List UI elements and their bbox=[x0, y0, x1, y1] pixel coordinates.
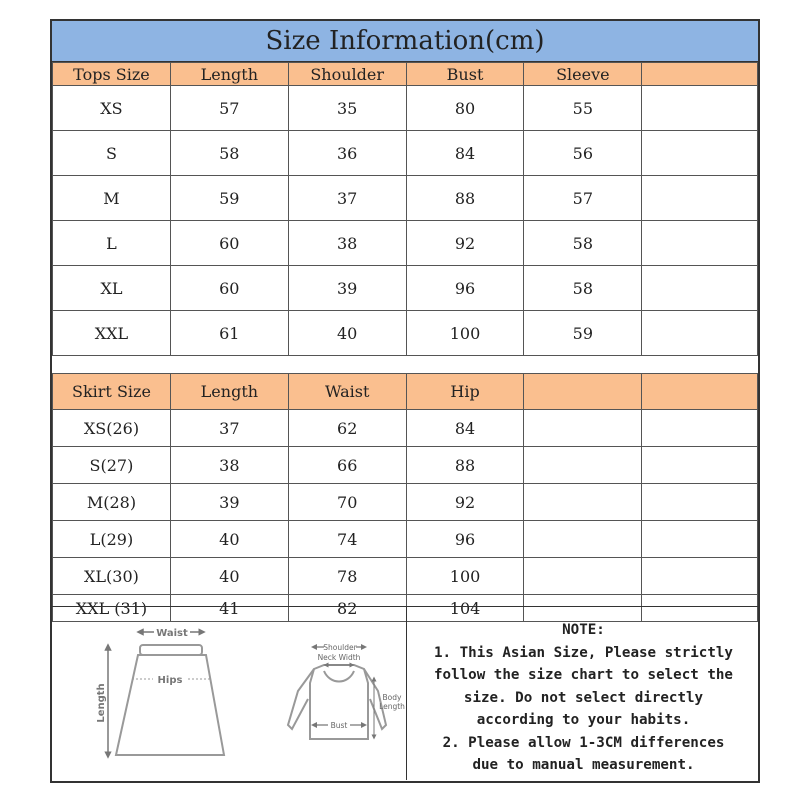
skirt-size-table bbox=[52, 373, 758, 622]
body-length-label: Length bbox=[379, 702, 405, 711]
table-cell: 39 bbox=[288, 266, 406, 311]
note-line: follow the size chart to select the bbox=[434, 667, 733, 683]
table-cell: XL(30) bbox=[53, 558, 171, 595]
skirt-icon bbox=[116, 645, 224, 755]
table-cell: 37 bbox=[170, 410, 288, 447]
table-cell: 66 bbox=[288, 447, 406, 484]
table-cell: 40 bbox=[288, 311, 406, 356]
table-cell bbox=[642, 521, 758, 558]
measurement-illustration bbox=[52, 607, 407, 780]
table-cell: XS(26) bbox=[53, 410, 171, 447]
table-cell: 96 bbox=[406, 521, 524, 558]
table-cell bbox=[524, 521, 642, 558]
shoulder-label: Shoulder bbox=[323, 643, 357, 652]
table-cell: 58 bbox=[524, 266, 642, 311]
skirt-header-cell: Hip bbox=[406, 374, 524, 410]
table-cell: 59 bbox=[170, 176, 288, 221]
table-cell: 57 bbox=[170, 86, 288, 131]
note-line: according to your habits. bbox=[476, 712, 691, 728]
table-cell: 70 bbox=[288, 484, 406, 521]
table-cell bbox=[642, 86, 758, 131]
table-cell bbox=[524, 410, 642, 447]
tops-header-cell: Shoulder bbox=[288, 63, 406, 86]
table-cell: 58 bbox=[170, 131, 288, 176]
skirt-header-cell: Length bbox=[170, 374, 288, 410]
table-cell: 60 bbox=[170, 266, 288, 311]
table-cell: 39 bbox=[170, 484, 288, 521]
table-row bbox=[53, 266, 758, 311]
table-cell: S bbox=[53, 131, 171, 176]
table-cell: 100 bbox=[406, 311, 524, 356]
table-row bbox=[53, 558, 758, 595]
table-row bbox=[53, 176, 758, 221]
tops-size-table bbox=[52, 62, 758, 356]
hips-label: Hips bbox=[157, 675, 183, 686]
table-cell bbox=[642, 558, 758, 595]
skirt-header-cell bbox=[524, 374, 642, 410]
table-cell: 88 bbox=[406, 176, 524, 221]
size-chart bbox=[50, 19, 760, 783]
note-line: 1. This Asian Size, Please strictly bbox=[434, 644, 733, 661]
tops-header-cell: Bust bbox=[406, 63, 524, 86]
table-cell: 80 bbox=[406, 86, 524, 131]
table-cell: 100 bbox=[406, 558, 524, 595]
table-cell bbox=[642, 311, 758, 356]
table-cell: 78 bbox=[288, 558, 406, 595]
table-row bbox=[53, 410, 758, 447]
table-cell: L bbox=[53, 221, 171, 266]
table-cell: L(29) bbox=[53, 521, 171, 558]
table-cell: 37 bbox=[288, 176, 406, 221]
tops-header-cell: Tops Size bbox=[53, 63, 171, 86]
table-row bbox=[53, 131, 758, 176]
table-cell: 57 bbox=[524, 176, 642, 221]
neck-width-label: Neck Width bbox=[317, 653, 361, 662]
note-line: due to manual measurement. bbox=[472, 757, 695, 773]
measurement-diagram bbox=[52, 607, 407, 780]
table-cell: M(28) bbox=[53, 484, 171, 521]
table-cell: 55 bbox=[524, 86, 642, 131]
note-heading: NOTE: bbox=[562, 622, 605, 638]
table-cell bbox=[642, 176, 758, 221]
table-cell: 96 bbox=[406, 266, 524, 311]
table-cell: XXL bbox=[53, 311, 171, 356]
tops-header-cell: Sleeve bbox=[524, 63, 642, 86]
note-line: size. Do not select directly bbox=[463, 689, 704, 706]
table-cell bbox=[642, 410, 758, 447]
table-cell: 92 bbox=[406, 221, 524, 266]
table-cell bbox=[524, 447, 642, 484]
table-cell bbox=[642, 131, 758, 176]
body-label: Body bbox=[382, 693, 402, 702]
table-cell: S(27) bbox=[53, 447, 171, 484]
table-cell: 36 bbox=[288, 131, 406, 176]
table-cell: 35 bbox=[288, 86, 406, 131]
table-cell: 58 bbox=[524, 221, 642, 266]
table-cell: 88 bbox=[406, 447, 524, 484]
chart-title: Size Information(cm) bbox=[52, 21, 758, 62]
table-cell: 92 bbox=[406, 484, 524, 521]
table-cell: XS bbox=[53, 86, 171, 131]
bust-label: Bust bbox=[330, 721, 348, 730]
table-cell: 56 bbox=[524, 131, 642, 176]
table-row bbox=[53, 221, 758, 266]
table-cell: XXL (31) bbox=[53, 595, 171, 622]
tops-header-cell: Length bbox=[170, 63, 288, 86]
table-cell bbox=[642, 221, 758, 266]
table-cell bbox=[642, 484, 758, 521]
table-cell: 40 bbox=[170, 558, 288, 595]
table-cell: 61 bbox=[170, 311, 288, 356]
length-label: Length bbox=[96, 683, 107, 723]
tops-header-cell bbox=[642, 63, 758, 86]
note-panel bbox=[409, 607, 758, 780]
table-cell: 38 bbox=[170, 447, 288, 484]
bottom-section bbox=[52, 606, 758, 781]
table-cell: 60 bbox=[170, 221, 288, 266]
note-line: 2. Please allow 1-3CM differences bbox=[442, 734, 725, 751]
table-cell bbox=[642, 266, 758, 311]
table-row bbox=[53, 311, 758, 356]
table-row bbox=[53, 484, 758, 521]
table-cell: 104 bbox=[406, 595, 524, 622]
table-row bbox=[53, 521, 758, 558]
tops-header-row bbox=[53, 63, 758, 86]
table-row bbox=[53, 447, 758, 484]
table-cell: 84 bbox=[406, 131, 524, 176]
skirt-header-cell bbox=[642, 374, 758, 410]
table-cell: 40 bbox=[170, 521, 288, 558]
skirt-header-cell: Waist bbox=[288, 374, 406, 410]
skirt-header-cell: Skirt Size bbox=[53, 374, 171, 410]
table-cell: 82 bbox=[288, 595, 406, 622]
table-cell: 59 bbox=[524, 311, 642, 356]
skirt-header-row bbox=[53, 374, 758, 410]
table-cell: 62 bbox=[288, 410, 406, 447]
table-cell bbox=[642, 447, 758, 484]
table-cell: 38 bbox=[288, 221, 406, 266]
table-cell: 74 bbox=[288, 521, 406, 558]
waist-label: Waist bbox=[156, 628, 188, 639]
table-row bbox=[53, 86, 758, 131]
table-cell: M bbox=[53, 176, 171, 221]
table-cell bbox=[524, 558, 642, 595]
table-cell: 41 bbox=[170, 595, 288, 622]
table-cell: XL bbox=[53, 266, 171, 311]
table-cell: 84 bbox=[406, 410, 524, 447]
table-cell bbox=[524, 484, 642, 521]
